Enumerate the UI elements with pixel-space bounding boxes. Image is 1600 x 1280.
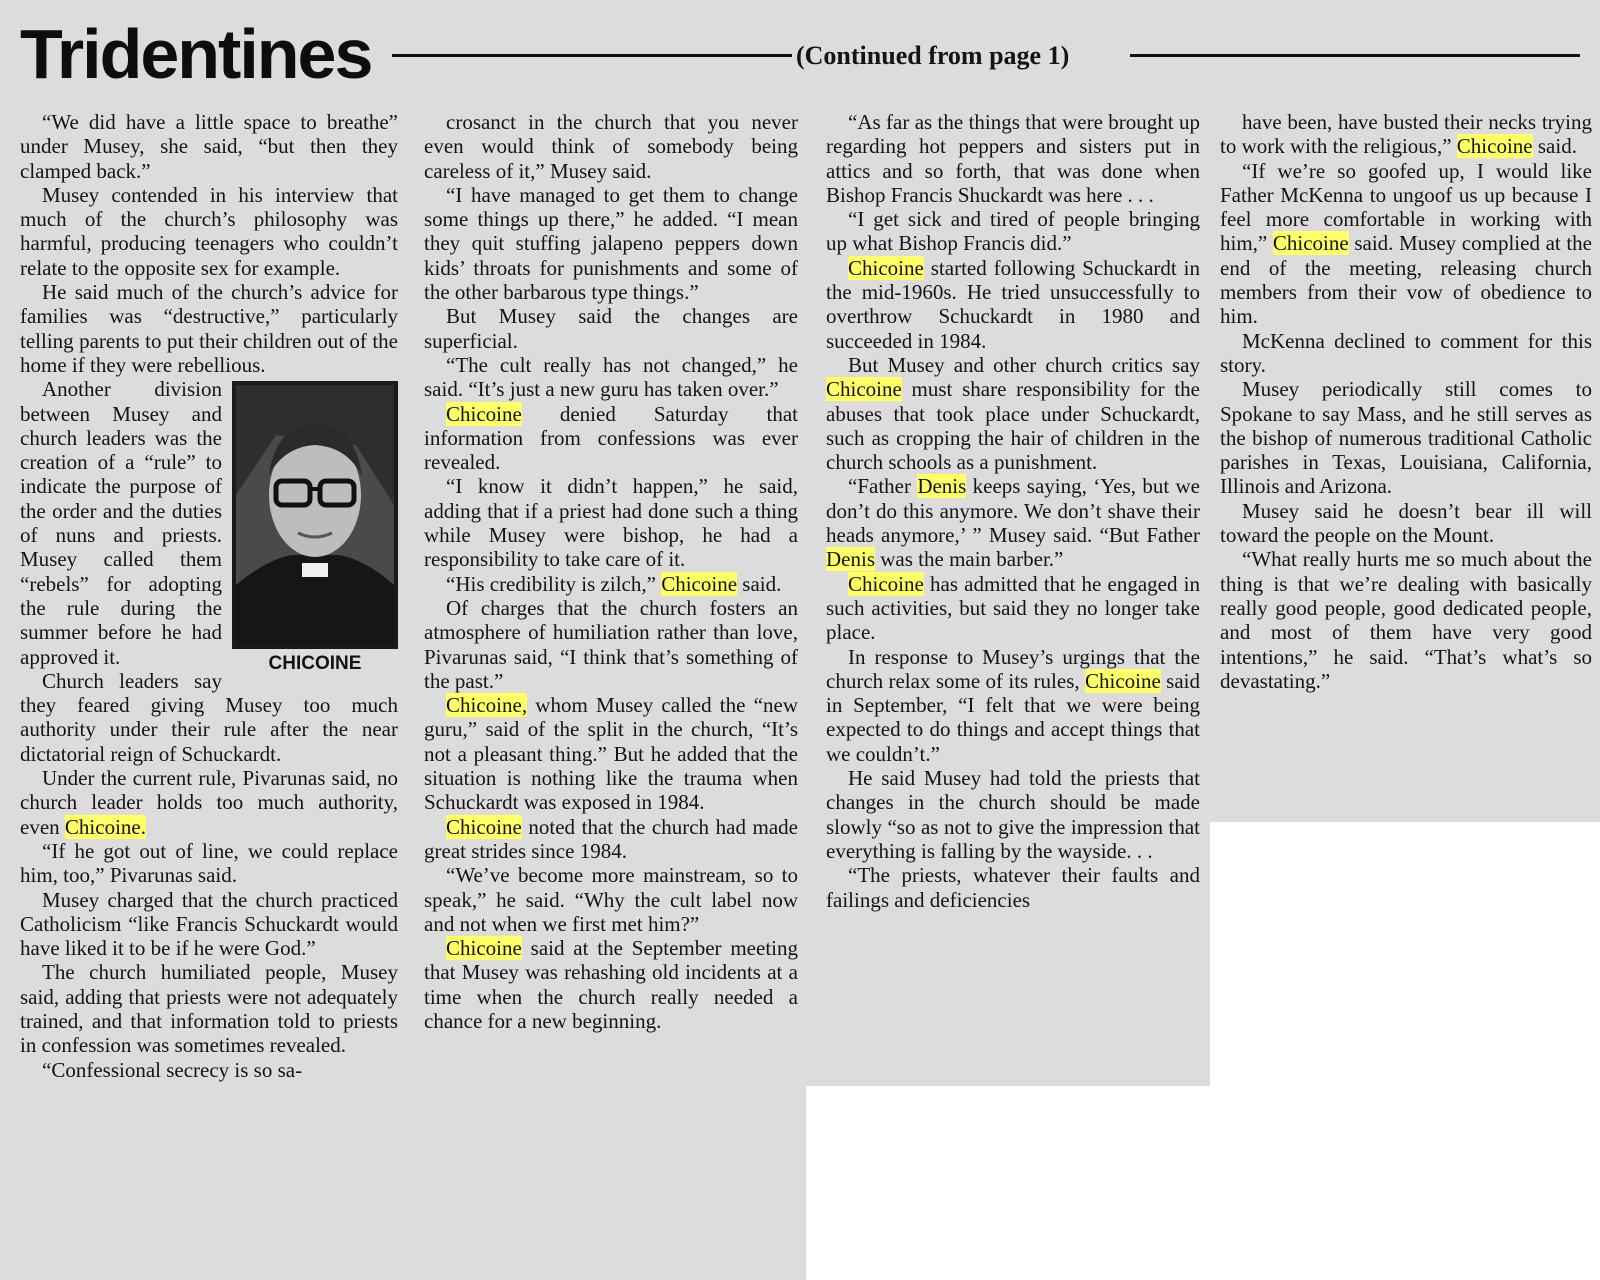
photo-caption: CHICOINE: [268, 653, 362, 675]
paragraph-text: “I get sick and tired of people bringing up what Bishop Francis did.”: [826, 207, 1200, 256]
article-paragraph: [826, 110, 1200, 207]
paragraph-text: crosanct in the church that you never even would think of somebody being careless of it,” Musey said.: [424, 110, 798, 183]
paragraph-text: Musey charged that the church practiced Catholicism “like Francis Schuckardt would have liked it to be if he were God.”: [20, 887, 398, 961]
article-column-1: [20, 110, 398, 1082]
paragraph-text: Musey contended in his interview that much of the church’s philosophy was harmful, producing teenagers who couldn’t relate to the opposite sex for example.: [20, 182, 398, 280]
portrait-image: [232, 381, 398, 649]
paragraph-text: “The cult really has not changed,” he said. “It’s just a new guru has taken over.”: [424, 352, 798, 402]
paragraph-text: McKenna declined to comment for this story.: [1220, 328, 1592, 377]
paragraph-text: “I have managed to get them to change some things up there,” he added. “I mean they quit stuffing jalapeno peppers down kids’ throats for punishments and some of the other barbarous type things.”: [424, 182, 798, 305]
article-paragraph: [1220, 329, 1592, 378]
article-column-4: [1220, 110, 1592, 693]
highlighted-name: Chicoine: [661, 571, 738, 596]
article-paragraph: [424, 183, 798, 304]
article-paragraph: [20, 888, 398, 961]
article-paragraph: [20, 669, 398, 766]
highlighted-name: Chicoine: [446, 401, 522, 426]
paragraph-text: have been, have busted their necks trying to work with the religious,”: [1220, 110, 1592, 159]
highlighted-name: Chicoine: [826, 377, 902, 402]
paragraph-text: keeps saying, ‘Yes, but we don’t do this anymore. We don’t shave their heads anymore,’ ” Musey said. “But Father: [826, 474, 1200, 548]
paragraph-text: said in September, “I felt that we were being expected to do things and accept things that we couldn’t.”: [826, 668, 1200, 766]
paragraph-text: “His credibility is zilch,”: [446, 571, 662, 596]
paragraph-text: must share responsibility for the abuses that took place under Schuckardt, such as cropping the hair of children in the church schools as a punishment.: [826, 377, 1200, 475]
paragraph-text: said at the September meeting that Musey was rehashing old incidents at a time when the church really needed a chance for a new beginning.: [424, 936, 798, 1033]
paragraph-text: The church humiliated people, Musey said, adding that priests were not adequately trained, and that information told to priests in confession was sometimes revealed.: [20, 960, 398, 1058]
article-column-2: [424, 110, 798, 1033]
paragraph-text: “If he got out of line, we could replace him, too,” Pivarunas said.: [20, 838, 398, 888]
highlighted-name: Chicoine: [1084, 668, 1161, 693]
article-paragraph: [424, 304, 798, 353]
paragraph-text: Musey said he doesn’t bear ill will toward the people on the Mount.: [1220, 498, 1592, 548]
headline-rule-left: [392, 54, 792, 57]
article-paragraph: [826, 474, 1200, 571]
highlighted-name: Denis: [826, 547, 875, 572]
article-paragraph: [1220, 377, 1592, 498]
article-paragraph: [424, 936, 798, 1033]
paragraph-text: noted that the church had made great strides since 1984.: [424, 814, 798, 863]
paragraph-text: He said Musey had told the priests that changes in the church should be made slowly “so as not to give the impression that everything is falling by the wayside. . .: [826, 766, 1200, 863]
paragraph-text: “The priests, whatever their faults and failings and deficiencies: [826, 863, 1200, 912]
article-paragraph: [424, 863, 798, 936]
paragraph-text: Another division between Musey and church leaders was the creation of a “rule” to indicate the purpose of the order and the duties of nuns and priests. Musey called them “rebels” for adopting the rule during the summer before he had approved it.: [20, 377, 222, 669]
article-paragraph: [424, 693, 798, 814]
highlighted-name: Chicoine: [848, 255, 924, 280]
paragraph-text: But Musey said the changes are superficial.: [424, 304, 798, 353]
article-paragraph: [826, 863, 1200, 912]
paragraph-text: said.: [737, 571, 782, 596]
article-paragraph: [20, 280, 398, 377]
paragraph-text: “As far as the things that were brought up regarding hot peppers and sisters put in attics and so forth, that was done when Bishop Francis Shuckardt was here . . .: [826, 110, 1200, 207]
paragraph-text: was the main barber.”: [875, 547, 1064, 572]
article-paragraph: [1220, 159, 1592, 329]
article-paragraph: [424, 402, 798, 475]
article-paragraph: [20, 1058, 398, 1082]
paragraph-text: Of charges that the church fosters an atmosphere of humiliation rather than love, Pivarunas said, “I think that’s something of the past.”: [424, 595, 798, 693]
article-paragraph: [1220, 547, 1592, 693]
article-paragraph: [1220, 110, 1592, 159]
article-column-3: [826, 110, 1200, 912]
paragraph-text: said. Musey complied at the end of the meeting, releasing church members from their vow of obedience to him.: [1220, 231, 1593, 329]
continued-from-label: (Continued from page 1): [796, 41, 1070, 70]
paragraph-text: “We’ve become more mainstream, so to speak,” he said. “Why the cult label now and not when we first met him?”: [424, 863, 798, 936]
highlighted-name: Chicoine: [848, 571, 924, 596]
paragraph-text: “I know it didn’t happen,” he said, adding that if a priest had done such a thing while Musey were bishop, he had a responsibility to take care of it.: [424, 474, 798, 572]
paragraph-text: He said much of the church’s advice for families was “destructive,” particularly telling parents to put their children out of the home if they were rebellious.: [20, 280, 398, 377]
article-paragraph: [20, 110, 398, 183]
highlighted-name: Chicoine: [446, 936, 522, 961]
article-paragraph: [1220, 499, 1592, 548]
article-paragraph: [424, 596, 798, 693]
paragraph-text: But Musey and other church critics say: [848, 352, 1200, 377]
paragraph-text: said.: [1532, 134, 1577, 159]
paragraph-text: whom Musey called the “new guru,” said of the split in the church, “It’s not a pleasant thing.” But he added that the situation is nothing like the trauma when Schuckardt was exposed in 1984.: [424, 693, 798, 815]
paragraph-text: “Father: [848, 474, 918, 499]
article-paragraph: [424, 572, 798, 596]
article-paragraph: [424, 353, 798, 402]
headline-rule-right: [1130, 54, 1580, 57]
portrait-photo: [232, 381, 398, 676]
portrait-graphic: [236, 385, 394, 645]
paragraph-text: denied Saturday that information from confessions was ever revealed.: [424, 401, 798, 475]
article-paragraph: [424, 815, 798, 864]
article-paragraph: [424, 110, 798, 183]
article-headline: [20, 10, 1585, 93]
article-paragraph: [826, 353, 1200, 474]
headline-title: Tridentines: [20, 15, 372, 93]
highlighted-name: Chicoine: [1456, 134, 1533, 159]
article-paragraph: [826, 766, 1200, 863]
paragraph-text: “We did have a little space to breathe” under Musey, she said, “but then they clamped back.”: [20, 110, 398, 183]
article-paragraph: [826, 572, 1200, 645]
paragraph-text: Musey periodically still comes to Spokane to say Mass, and he still serves as the bishop of numerous traditional Catholic parishes in Texas, Louisiana, California, Illinois and Arizona.: [1220, 377, 1592, 499]
paragraph-text: started following Schuckardt in the mid-1960s. He tried unsuccessfully to overthrow Schuckardt in 1980 and succeeded in 1984.: [826, 255, 1200, 353]
article-paragraph: [826, 256, 1200, 353]
highlighted-name: Chicoine: [1272, 231, 1349, 256]
paragraph-text: “What really hurts me so much about the thing is that we’re dealing with basically really good people, good dedicated people, and most of them have very good intentions,” he said. “That’s what’s so devastating.”: [1220, 547, 1592, 693]
paragraph-text: has admitted that he engaged in such activities, but said they no longer take place.: [826, 571, 1200, 645]
article-paragraph: [424, 474, 798, 571]
paragraph-text: “If we’re so goofed up, I would like Father McKenna to ungoof us up because I feel more comfortable in working with him,”: [1220, 158, 1592, 256]
article-paragraph: [826, 645, 1200, 766]
article-paragraph: [20, 766, 398, 839]
article-paragraph: [20, 839, 398, 888]
article-paragraph: [826, 207, 1200, 256]
article-paragraph: [20, 183, 398, 280]
highlighted-name: Chicoine,: [446, 693, 528, 718]
paragraph-text: Under the current rule, Pivarunas said, no church leader holds too much authority, even: [20, 766, 398, 839]
article-paragraph: [20, 960, 398, 1057]
highlighted-name: Chicoine: [446, 814, 522, 839]
highlighted-name: Denis: [917, 474, 967, 499]
paragraph-text: “Confessional secrecy is so sa-: [42, 1057, 303, 1082]
highlighted-name: Chicoine.: [64, 814, 146, 839]
paragraph-text: Church leaders say they feared giving Musey too much authority under their rule after the near dictatorial reign of Schuckardt.: [20, 668, 398, 766]
paragraph-text: In response to Musey’s urgings that the church relax some of its rules,: [826, 644, 1200, 693]
